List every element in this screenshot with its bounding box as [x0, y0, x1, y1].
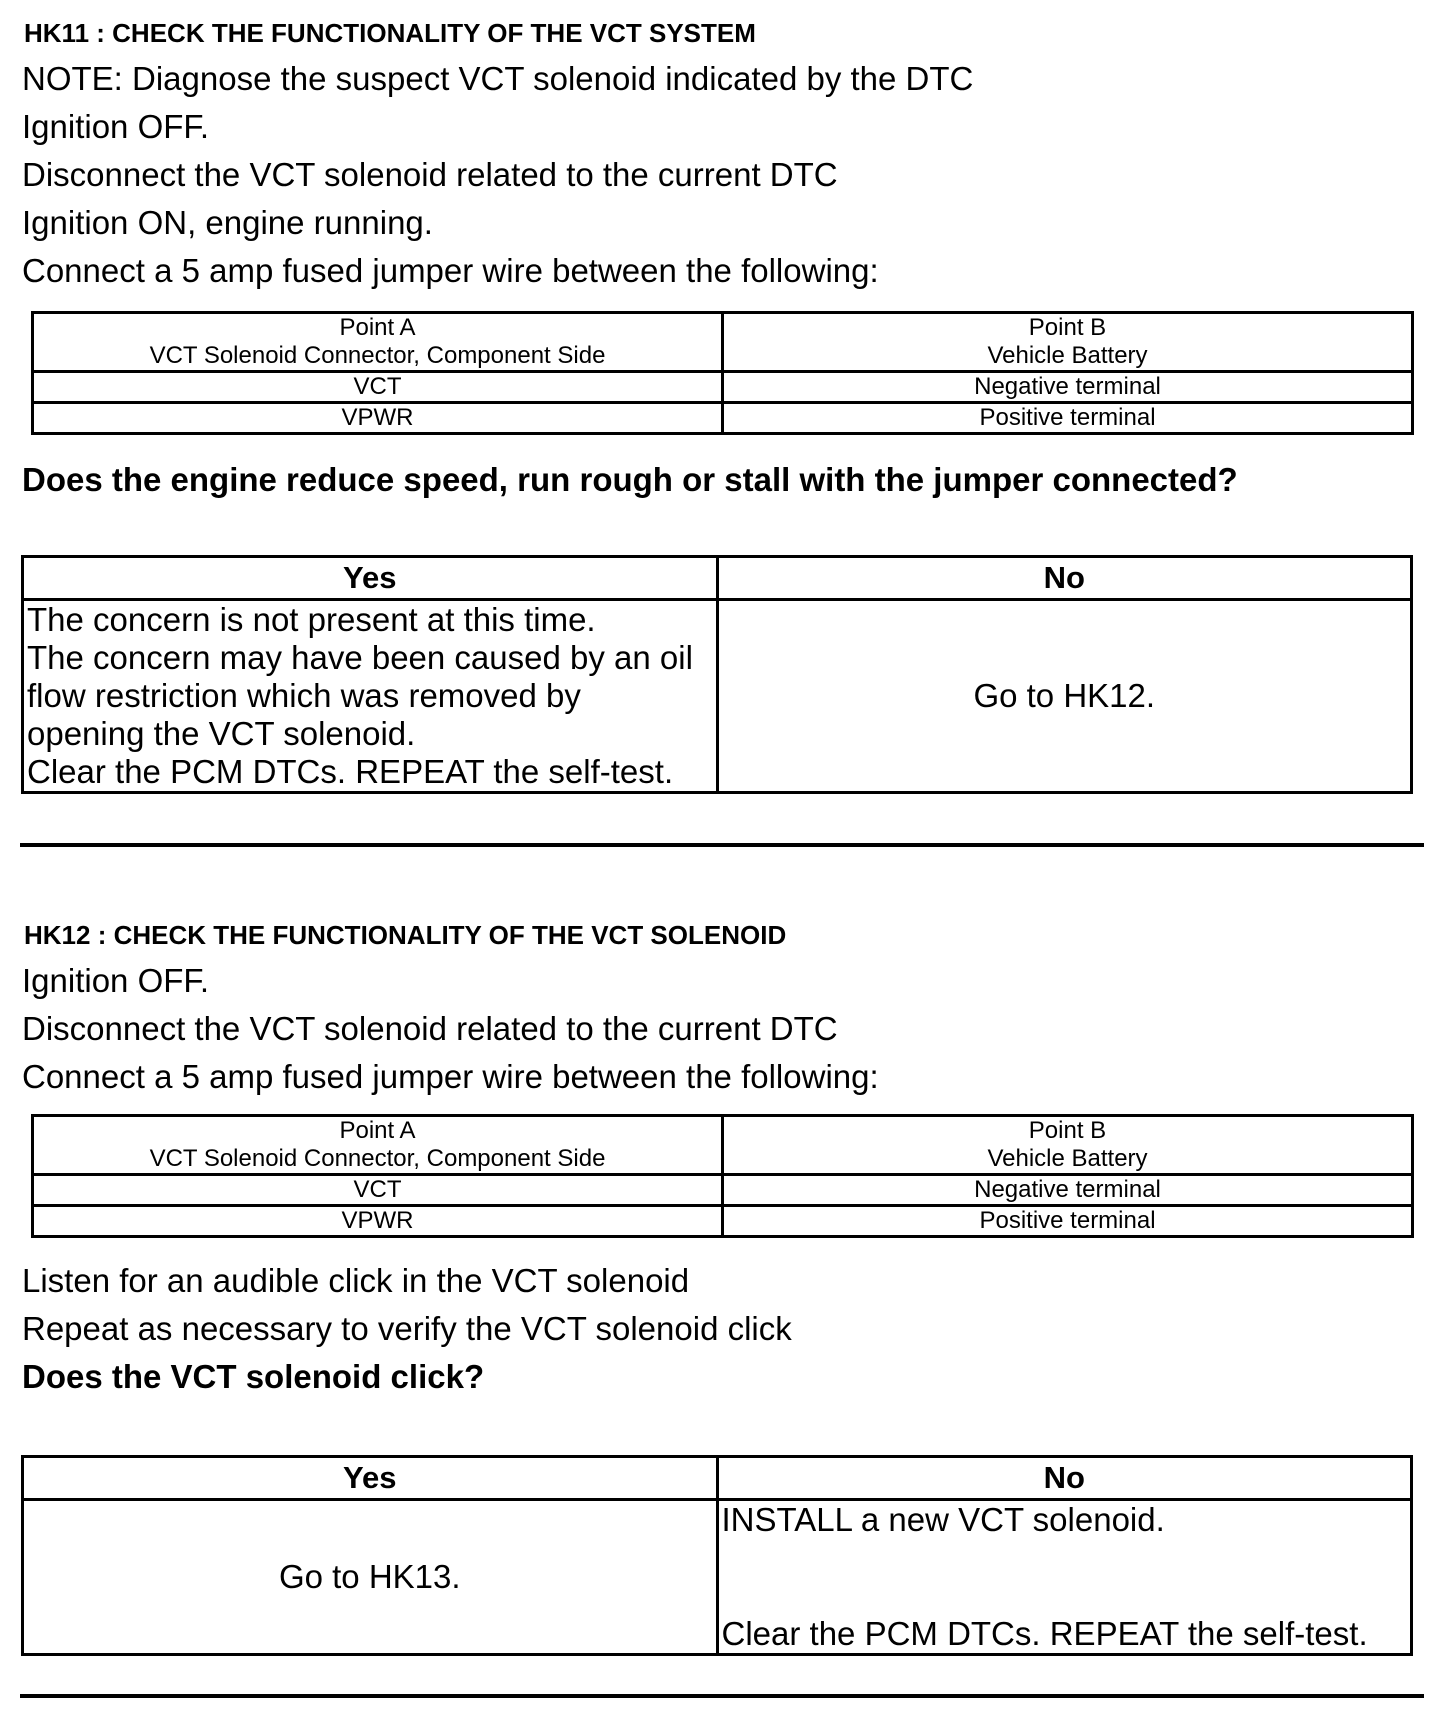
- hk11-result-table: [21, 555, 1413, 794]
- hk12-result-table: [21, 1455, 1413, 1656]
- point-a-cell: VPWR: [33, 1206, 723, 1237]
- hk11-step-ignition-off: Ignition OFF.: [22, 108, 210, 145]
- yes-header: Yes: [23, 1457, 718, 1500]
- section-divider: [20, 1694, 1424, 1698]
- point-b-cell: Negative terminal: [723, 1175, 1413, 1206]
- result-body-row: [23, 1500, 1412, 1655]
- hk11-step-disconnect: Disconnect the VCT solenoid related to the current DTC: [22, 156, 838, 193]
- hk11-heading: HK11 : CHECK THE FUNCTIONALITY OF THE VCT SYSTEM: [24, 18, 756, 48]
- yes-result-line: The concern is not present at this time.: [27, 601, 596, 638]
- hk12-step-disconnect: Disconnect the VCT solenoid related to the current DTC: [22, 1010, 838, 1047]
- hk12-heading: HK12 : CHECK THE FUNCTIONALITY OF THE VCT SOLENOID: [24, 920, 787, 950]
- hk11-connection-table: [31, 311, 1414, 435]
- table-row: [33, 372, 1413, 403]
- point-b-title: Point B: [1028, 1117, 1107, 1144]
- hk12-step-listen: Listen for an audible click in the VCT solenoid: [22, 1262, 690, 1299]
- no-result-cell: [717, 1500, 1412, 1655]
- yes-result-line: opening the VCT solenoid.: [27, 715, 416, 752]
- hk11-note: NOTE: Diagnose the suspect VCT solenoid indicated by the DTC: [22, 60, 974, 97]
- point-a-title: Point A: [339, 314, 416, 341]
- yes-result-line: Clear the PCM DTCs. REPEAT the self-test.: [27, 753, 674, 790]
- no-header: No: [717, 1457, 1412, 1500]
- hk12-step-connect: Connect a 5 amp fused jumper wire between the following:: [22, 1058, 879, 1095]
- point-b-header: [723, 313, 1413, 372]
- point-a-title: Point A: [339, 1117, 416, 1144]
- connection-table-header: [33, 1116, 1413, 1175]
- yes-result-line: flow restriction which was removed by: [27, 677, 581, 714]
- point-a-cell: VCT: [33, 1175, 723, 1206]
- point-a-subtitle: VCT Solenoid Connector, Component Side: [149, 342, 606, 369]
- table-row: [33, 1175, 1413, 1206]
- point-b-cell: Negative terminal: [723, 372, 1413, 403]
- hk12-step-ignition-off: Ignition OFF.: [22, 962, 210, 999]
- connection-table-header: [33, 313, 1413, 372]
- point-b-cell: Positive terminal: [723, 1206, 1413, 1237]
- point-a-subtitle: VCT Solenoid Connector, Component Side: [149, 1145, 606, 1172]
- no-header: No: [717, 557, 1412, 600]
- hk12-question: Does the VCT solenoid click?: [22, 1358, 485, 1395]
- result-header-row: [23, 557, 1412, 600]
- point-b-cell: Positive terminal: [723, 403, 1413, 434]
- yes-header: Yes: [23, 557, 718, 600]
- point-a-cell: VCT: [33, 372, 723, 403]
- point-b-subtitle: Vehicle Battery: [987, 342, 1148, 369]
- point-b-subtitle: Vehicle Battery: [987, 1145, 1148, 1172]
- hk11-step-ignition-on: Ignition ON, engine running.: [22, 204, 433, 241]
- section-divider: [20, 843, 1424, 847]
- table-row: [33, 403, 1413, 434]
- no-result-line: Clear the PCM DTCs. REPEAT the self-test.: [721, 1615, 1368, 1652]
- result-header-row: [23, 1457, 1412, 1500]
- yes-result-line: The concern may have been caused by an oil: [27, 639, 693, 676]
- no-result-line: INSTALL a new VCT solenoid.: [721, 1501, 1165, 1538]
- point-a-header: [33, 313, 723, 372]
- hk12-connection-table: [31, 1114, 1414, 1238]
- yes-result-cell: Go to HK13.: [23, 1500, 718, 1655]
- table-row: [33, 1206, 1413, 1237]
- point-a-cell: VPWR: [33, 403, 723, 434]
- point-b-header: [723, 1116, 1413, 1175]
- point-b-title: Point B: [1028, 314, 1107, 341]
- point-a-header: [33, 1116, 723, 1175]
- hk11-question: Does the engine reduce speed, run rough or stall with the jumper connected?: [22, 461, 1238, 498]
- no-result-cell: Go to HK12.: [717, 600, 1412, 793]
- hk11-step-connect: Connect a 5 amp fused jumper wire between the following:: [22, 252, 879, 289]
- hk12-step-repeat: Repeat as necessary to verify the VCT solenoid click: [22, 1310, 792, 1347]
- yes-result-cell: [23, 600, 718, 793]
- result-body-row: [23, 600, 1412, 793]
